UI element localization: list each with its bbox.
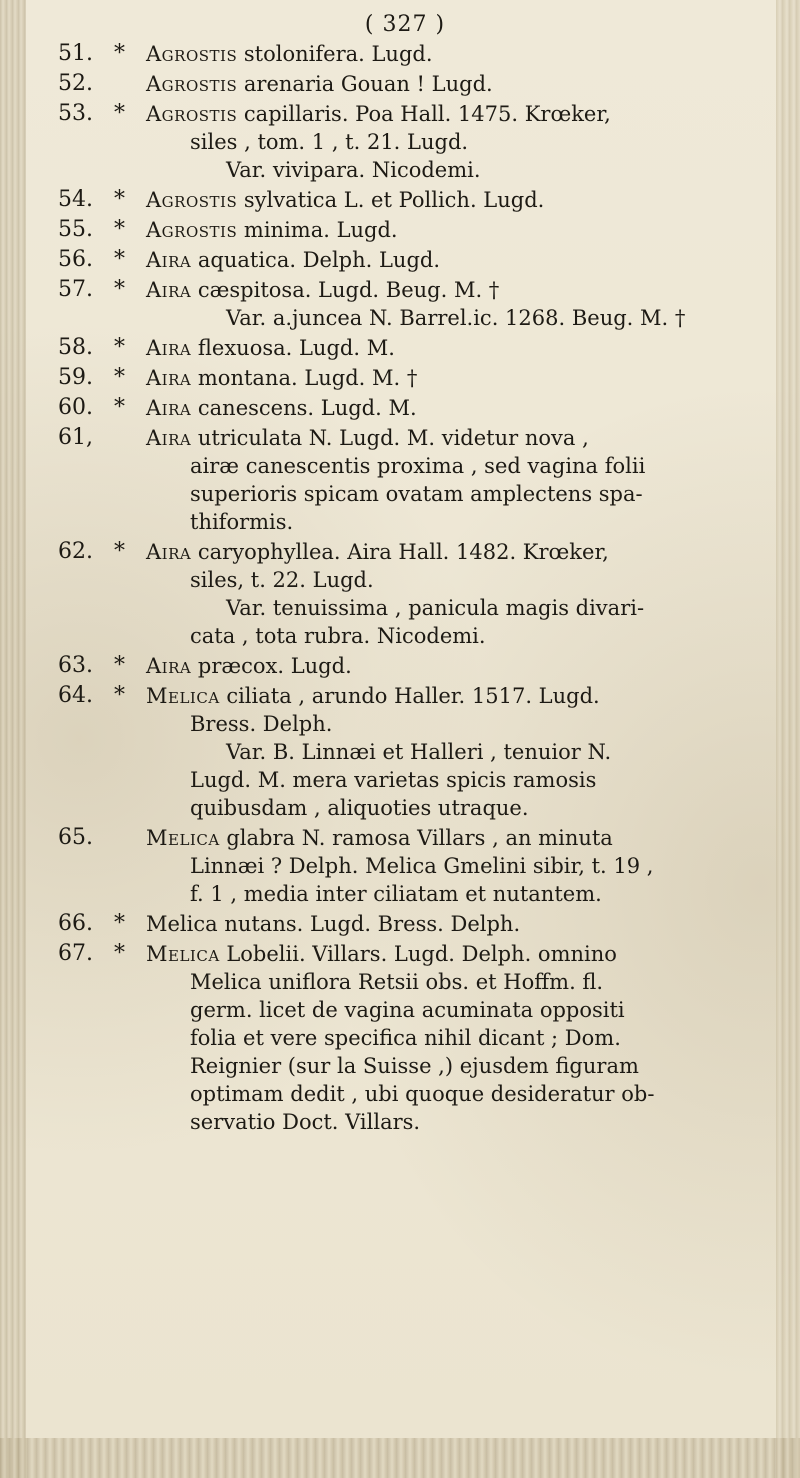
genus-name: Aira [146,336,192,360]
entry-continuation: optimam dedit , ubi quoque desideratur ob- [190,1082,655,1106]
native-marker: * [114,101,125,126]
entry-continuation: Bress. Delph. [190,712,333,736]
species-entry [0,394,800,422]
entry-text: ciliata , arundo Haller. 1517. Lugd. [219,684,600,708]
entry-text: minima. Lugd. [237,218,398,242]
entry-continuation: siles, t. 22. Lugd. [190,568,374,592]
variety-continuation: cata , tota rubra. Nicodemi. [190,624,486,648]
entry-heading [146,276,756,304]
species-entry [0,100,800,184]
entry-number: 59. [58,365,93,390]
native-marker: * [114,395,125,420]
native-marker: * [114,941,125,966]
native-marker: * [114,335,125,360]
entry-text: sylvatica L. et Pollich. Lugd. [237,188,545,212]
entry-heading [146,334,756,362]
entry-heading [146,538,756,566]
entry-continuation: airæ canescentis proxima , sed vagina folii [190,454,646,478]
native-marker: * [114,217,125,242]
variety-continuation: Lugd. M. mera varietas spicis ramosis [190,768,597,792]
entry-number: 65. [58,825,93,850]
entry-heading [146,652,756,680]
genus-name: Agrostis [146,102,238,126]
entry-heading [146,824,756,852]
species-entry [0,824,800,908]
genus-name: Aira [146,540,192,564]
entry-gap [0,1136,800,1138]
page-edge-bottom [0,1438,800,1478]
entry-heading [146,940,756,968]
entry-number: 58. [58,335,93,360]
species-entry [0,334,800,362]
variety-continuation: quibusdam , aliquoties utraque. [190,796,529,820]
species-entry [0,682,800,822]
entry-continuation: germ. licet de vagina acuminata oppositi [190,998,625,1022]
entry-number: 61, [58,425,93,450]
species-entry [0,652,800,680]
species-entry [0,424,800,536]
entry-text: præcox. Lugd. [191,654,352,678]
entry-text: montana. Lugd. M. † [191,366,418,390]
native-marker: * [114,683,125,708]
genus-name: Aira [146,278,192,302]
native-marker: * [114,653,125,678]
genus-name: Aira [146,654,192,678]
entry-heading [146,424,756,452]
entry-number: 60. [58,395,93,420]
entry-number: 55. [58,217,93,242]
genus-name: Agrostis [146,188,238,212]
entry-text: cæspitosa. Lugd. Beug. M. † [191,278,500,302]
variety-line: Var. tenuissima , panicula magis divari- [226,596,645,620]
entry-text: flexuosa. Lugd. M. [191,336,395,360]
entry-heading [146,186,756,214]
entry-heading [146,216,756,244]
entry-text: glabra N. ramosa Villars , an minuta [219,826,613,850]
genus-name: Aira [146,396,192,420]
species-entry [0,246,800,274]
entry-heading [146,40,756,68]
entry-heading [146,394,756,422]
species-entry [0,364,800,392]
species-entry [0,538,800,650]
native-marker: * [114,277,125,302]
entry-heading [146,70,756,98]
entry-continuation: Linnæi ? Delph. Melica Gmelini sibir, t. 19 , [190,854,654,878]
variety-line: Var. a.juncea N. Barrel.ic. 1268. Beug. M. † [226,306,686,330]
page-number: ( 327 ) [364,12,446,37]
variety-line: Var. B. Linnæi et Halleri , tenuior N. [226,740,612,764]
entry-text: utriculata N. Lugd. M. videtur nova , [191,426,589,450]
species-entry [0,940,800,1136]
species-entry [0,276,800,332]
genus-name: Aira [146,366,192,390]
species-entry [0,186,800,214]
entry-continuation: siles , tom. 1 , t. 21. Lugd. [190,130,469,154]
entry-text: capillaris. Poa Hall. 1475. Krœker, [237,102,611,126]
native-marker: * [114,365,125,390]
entry-heading [146,682,756,710]
entry-continuation: thiformis. [190,510,294,534]
entry-number: 52. [58,71,93,96]
entry-text: stolonifera. Lugd. [237,42,433,66]
entry-continuation: folia et vere specifica nihil dicant ; Dom. [190,1026,621,1050]
entry-text: Lobelii. Villars. Lugd. Delph. omnino [219,942,617,966]
entry-text: Melica nutans. Lugd. Bress. Delph. [146,912,521,936]
entry-continuation: f. 1 , media inter ciliatam et nutantem. [190,882,602,906]
entry-number: 57. [58,277,93,302]
genus-name: Melica [146,826,220,850]
entry-number: 64. [58,683,93,708]
native-marker: * [114,539,125,564]
genus-name: Melica [146,684,220,708]
entry-number: 67. [58,941,93,966]
genus-name: Aira [146,248,192,272]
entry-continuation: Melica uniflora Retsii obs. et Hoffm. fl. [190,970,604,994]
entry-heading [146,246,756,274]
entry-continuation: servatio Doct. Villars. [190,1110,421,1134]
entry-heading [146,910,756,938]
genus-name: Agrostis [146,42,238,66]
entry-heading [146,364,756,392]
genus-name: Agrostis [146,72,238,96]
native-marker: * [114,187,125,212]
genus-name: Melica [146,942,220,966]
species-entry [0,40,800,68]
species-entry [0,70,800,98]
native-marker: * [114,247,125,272]
entry-text: arenaria Gouan ! Lugd. [237,72,493,96]
entry-text: canescens. Lugd. M. [191,396,417,420]
entry-text: caryophyllea. Aira Hall. 1482. Krœker, [191,540,609,564]
entry-number: 54. [58,187,93,212]
species-entry [0,910,800,938]
native-marker: * [114,911,125,936]
entry-number: 66. [58,911,93,936]
entry-heading [146,100,756,128]
native-marker: * [114,41,125,66]
entry-number: 53. [58,101,93,126]
entry-number: 51. [58,41,93,66]
entry-continuation: Reignier (sur la Suisse ,) ejusdem figuram [190,1054,639,1078]
entry-number: 63. [58,653,93,678]
species-list [0,40,800,1138]
genus-name: Agrostis [146,218,238,242]
entry-number: 56. [58,247,93,272]
entry-continuation: superioris spicam ovatam amplectens spa- [190,482,643,506]
variety-line: Var. vivipara. Nicodemi. [226,158,481,182]
entry-number: 62. [58,539,93,564]
entry-text: aquatica. Delph. Lugd. [191,248,441,272]
genus-name: Aira [146,426,192,450]
species-entry [0,216,800,244]
